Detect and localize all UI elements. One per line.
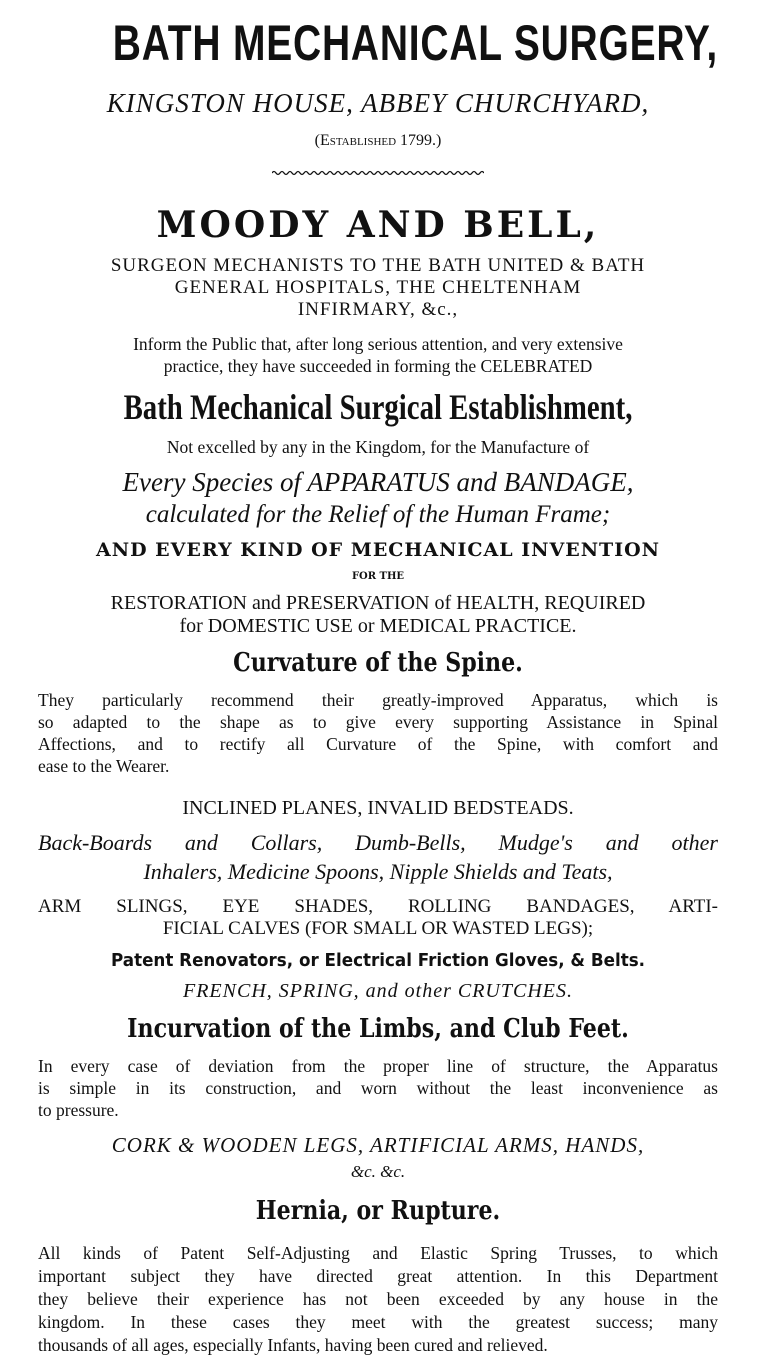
renovators-line: Patent Renovators, or Electrical Friction Gloves, & Belts. [110,950,646,971]
hernia-paragraph-line: All kinds of Patent Self-Adjusting and Elastic Spring Trusses, to which [38,1243,718,1263]
limbs-paragraph-line: In every case of deviation from the proper line of structure, the Apparatus [38,1056,718,1076]
species-line: Every Species of APPARATUS and BANDAGE, [122,467,634,497]
spine-paragraph-line: They particularly recommend their greatly-improved Apparatus, which is [38,690,718,710]
firm-name: MOODY AND BELL, [156,204,600,246]
cork-line: CORK & WOODEN LEGS, ARTIFICIAL ARMS, HANDS, [111,1133,645,1157]
address: KINGSTON HOUSE, ABBEY CHURCHYARD, [106,88,650,118]
establishment-heading: Bath Mechanical Surgical Establishment, [123,387,633,427]
backboards-line: Inhalers, Medicine Spoons, Nipple Shields and Teats, [143,859,613,884]
invention-line: AND EVERY KIND OF MECHANICAL INVENTION [95,539,661,561]
inclined-planes: INCLINED PLANES, INVALID BEDSTEADS. [182,797,574,819]
spine-paragraph-line: Affections, and to rectify all Curvature of the Spine, with comfort and [38,734,718,754]
not-excelled: Not excelled by any in the Kingdom, for the Manufacture of [166,437,590,457]
hernia-paragraph-line: kingdom. In these cases they meet with the greatest success; many [38,1312,718,1332]
limbs-paragraph-line: to pressure. [38,1100,119,1120]
crutches-line: FRENCH, SPRING, and other CRUTCHES. [183,980,573,1002]
credentials-line: INFIRMARY, &c., [297,299,459,320]
slings-line: FICIAL CALVES (FOR SMALL OR WASTED LEGS); [162,918,594,939]
restoration-line: RESTORATION and PRESERVATION of HEALTH, REQUIRED [110,592,646,614]
limbs-heading: Incurvation of the Limbs, and Club Feet. [127,1014,629,1044]
credentials-line: GENERAL HOSPITALS, THE CHELTENHAM [174,277,582,298]
species-line: calculated for the Relief of the Human Frame; [145,501,611,528]
slings-line: ARM SLINGS, EYE SHADES, ROLLING BANDAGES, ARTI- [38,896,718,917]
credentials-line: SURGEON MECHANISTS TO THE BATH UNITED & BATH [110,255,646,276]
hernia-heading: Hernia, or Rupture. [255,1196,501,1226]
limbs-paragraph-line: is simple in its construction, and worn without the least inconvenience as [38,1078,718,1098]
wavy-divider [272,170,484,176]
cork-line: &c. &c. [350,1162,406,1181]
hernia-paragraph-line: important subject they have directed great attention. In this Department [38,1266,718,1286]
spine-paragraph-line: ease to the Wearer. [38,756,170,776]
established: (Established 1799.) [314,132,442,149]
spine-paragraph-line: so adapted to the shape as to give every supporting Assistance in Spinal [38,712,718,732]
for-the: FOR THE [351,571,405,582]
ad-title: BATH MECHANICAL SURGERY, [112,15,718,71]
backboards-line: Back-Boards and Collars, Dumb-Bells, Mudge's and other [38,830,718,855]
spine-heading: Curvature of the Spine. [233,648,523,678]
hernia-paragraph-line: they believe their experience has not been exceeded by any house in the [38,1289,718,1309]
hernia-paragraph-line: thousands of all ages, especially Infants, having been cured and relieved. [38,1335,548,1355]
restoration-line: for DOMESTIC USE or MEDICAL PRACTICE. [179,615,577,637]
inform-line: Inform the Public that, after long serious attention, and very extensive [133,334,623,354]
inform-line: practice, they have succeeded in forming the CELEBRATED [163,356,593,376]
